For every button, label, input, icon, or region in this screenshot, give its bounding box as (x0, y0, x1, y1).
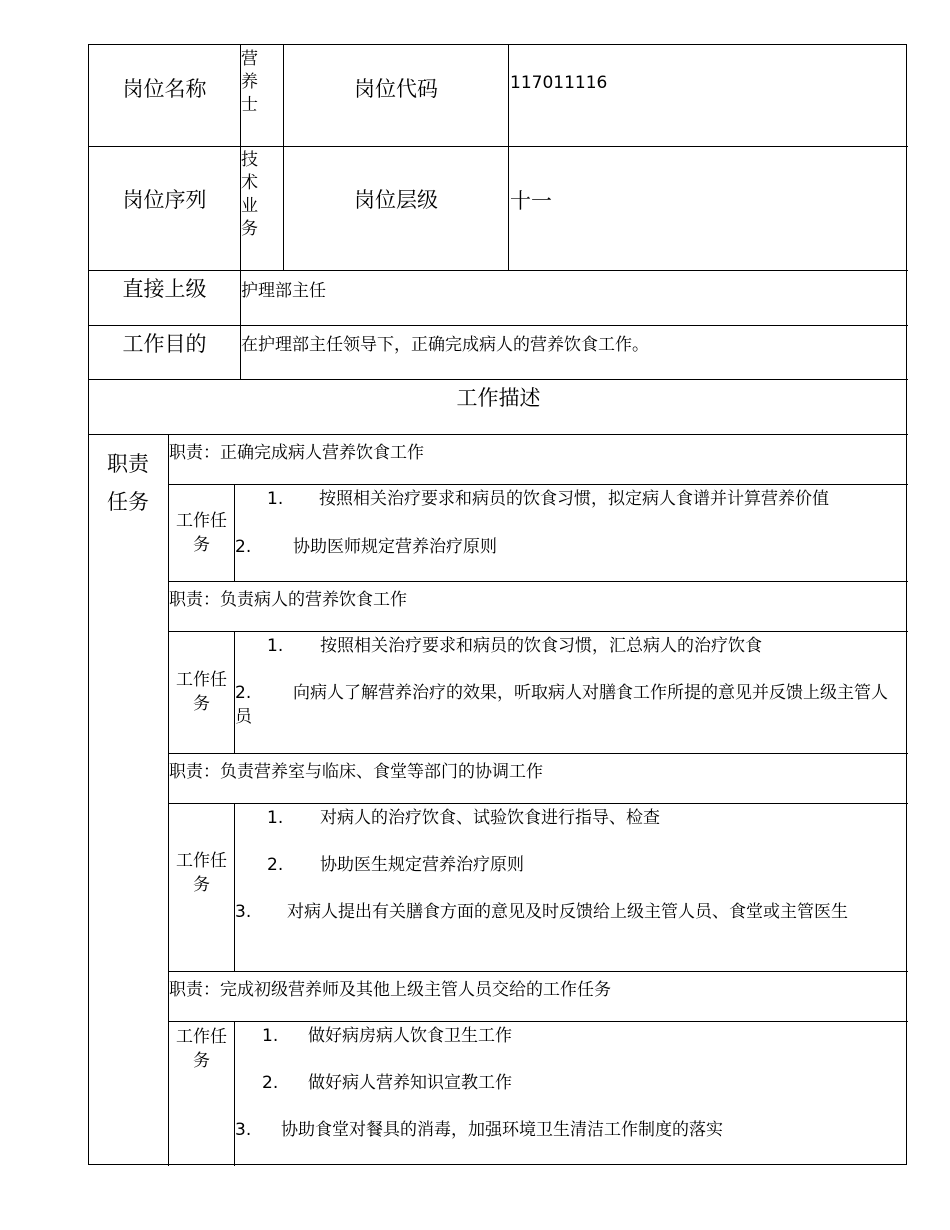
duty-3-task-3: 3. 对病人提出有关膳食方面的意见及时反馈给上级主管人员、食堂或主管医生 (235, 902, 848, 922)
row-divider (168, 484, 908, 485)
col-divider (234, 803, 235, 971)
post-name-label: 岗位名称 (122, 77, 207, 101)
duty-4-task-2: 2. 做好病人营养知识宣教工作 (262, 1073, 512, 1093)
row-divider (168, 1021, 908, 1022)
duty-1-task-1: 1. 按照相关治疗要求和病员的饮食习惯，拟定病人食谱并计算营养价值 (267, 489, 829, 509)
purpose-label: 工作目的 (122, 332, 207, 356)
duty-3-title: 职责：负责营养室与临床、食堂等部门的协调工作 (169, 762, 543, 782)
duty-2-task-2: 2. 向病人了解营养治疗的效果，听取病人对膳食工作所提的意见并反馈上级主管人员 (235, 683, 888, 727)
duty-3-task-2: 2. 协助医生规定营养治疗原则 (267, 855, 524, 875)
post-level-value: 十一 (510, 189, 552, 213)
post-series-value: 技术业务 (241, 150, 258, 239)
post-series-label: 岗位序列 (122, 187, 207, 212)
duty-3-task-1: 1. 对病人的治疗饮食、试验饮食进行指导、检查 (267, 808, 660, 828)
duty-2-task-1: 1. 按照相关治疗要求和病员的饮食习惯，汇总病人的治疗饮食 (267, 636, 762, 656)
duty-2-task-label: 工作任务 (176, 670, 227, 714)
row-divider (168, 803, 908, 804)
row-divider (168, 753, 908, 754)
row-divider (168, 631, 908, 632)
post-code-value: 117011116 (510, 73, 608, 93)
post-name-value: 营养士 (241, 49, 258, 115)
duty-4-task-3: 3. 协助食堂对餐具的消毒，加强环境卫生清洁工作制度的落实 (235, 1120, 723, 1140)
supervisor-label: 直接上级 (122, 277, 207, 301)
duty-task-label: 职责任务 (107, 452, 149, 514)
post-level-label: 岗位层级 (354, 187, 438, 212)
col-divider (234, 484, 235, 581)
duty-1-title: 职责：正确完成病人营养饮食工作 (169, 443, 424, 463)
row-divider (168, 971, 908, 972)
duty-1-task-label: 工作任务 (176, 510, 227, 555)
purpose-value: 在护理部主任领导下，正确完成病人的营养饮食工作。 (241, 335, 649, 355)
row-divider (89, 434, 908, 435)
col-divider (508, 45, 509, 270)
supervisor-value: 护理部主任 (241, 281, 326, 301)
duty-4-task-label: 工作任务 (176, 1027, 227, 1071)
col-divider (234, 1021, 235, 1166)
duty-3-task-label: 工作任务 (176, 851, 227, 895)
work-description-title: 工作描述 (456, 386, 541, 410)
duty-4-task-1: 1. 做好病房病人饮食卫生工作 (262, 1026, 512, 1046)
duty-1-task-2: 2. 协助医师规定营养治疗原则 (235, 537, 497, 557)
post-code-label: 岗位代码 (354, 77, 438, 101)
job-description-table (88, 44, 907, 1165)
duty-4-title: 职责：完成初级营养师及其他上级主管人员交给的工作任务 (169, 980, 611, 1000)
row-divider (168, 581, 908, 582)
duty-2-title: 职责：负责病人的营养饮食工作 (169, 590, 407, 610)
